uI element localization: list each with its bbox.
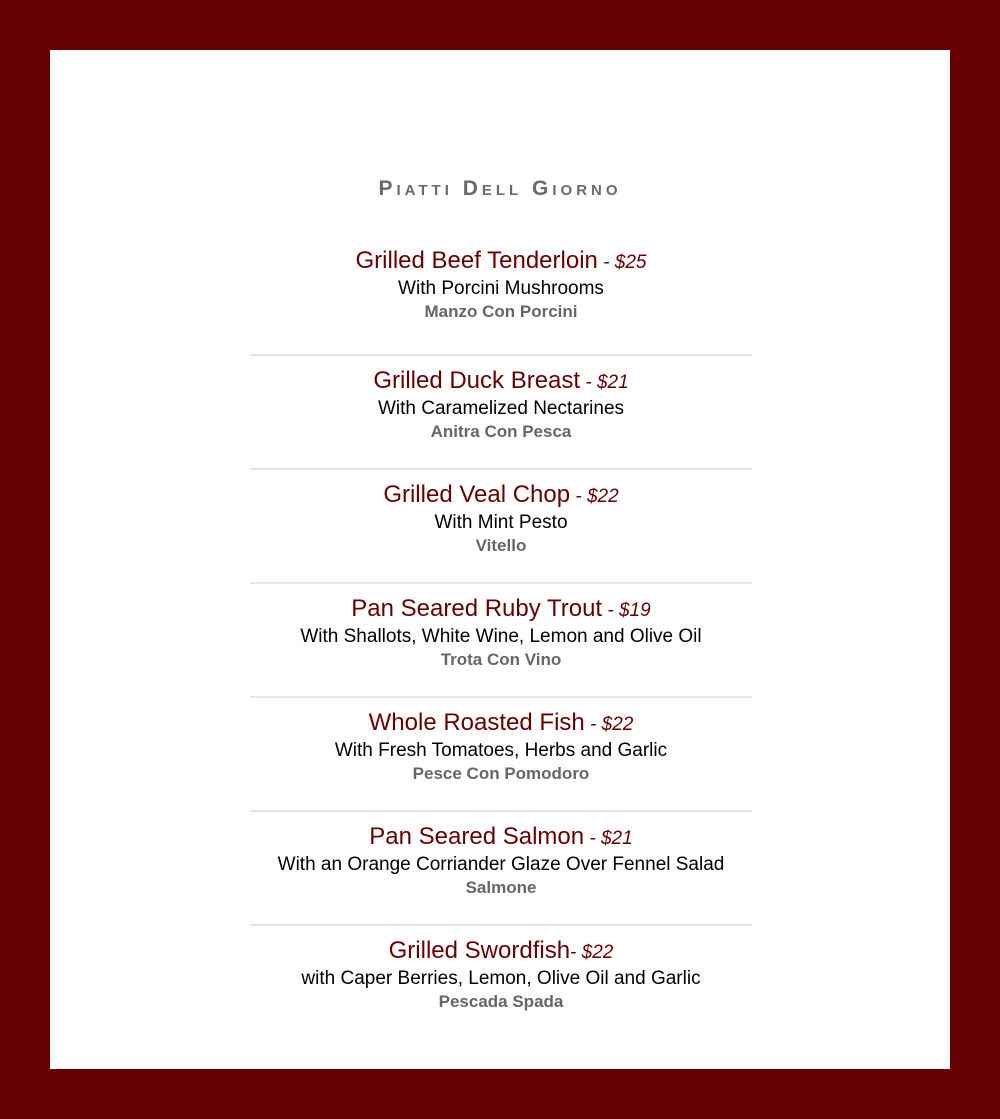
dish-price: - $21 [580, 372, 629, 393]
dish-name: Pan Seared Salmon [369, 823, 585, 850]
dish-italian-name: Salmone [465, 878, 537, 897]
dish-italian-name: Vitello [475, 536, 527, 555]
dish-description: With Porcini Mushrooms [398, 278, 604, 299]
dish-heading [250, 594, 752, 624]
dish-price: - $25 [597, 252, 647, 273]
dish-item [250, 468, 752, 582]
dish-description: With Caramelized Nectarines [377, 398, 625, 419]
dish-heading [250, 822, 752, 852]
dish-description: With Mint Pesto [434, 512, 568, 533]
dish-description: With Fresh Tomatoes, Herbs and Garlic [334, 740, 668, 761]
dish-price: - $19 [602, 600, 651, 621]
menu-title: Piatti Dell Giorno [378, 177, 622, 200]
dish-name: Pan Seared Ruby Trout [351, 595, 603, 622]
dish-italian-name: Anitra Con Pesca [430, 422, 572, 441]
dish-heading [250, 246, 752, 276]
dish-item [250, 240, 752, 354]
dish-heading [250, 936, 752, 966]
dish-name: Grilled Beef Tenderloin [355, 247, 598, 274]
dish-name: Grilled Veal Chop [383, 481, 571, 508]
dish-item [250, 696, 752, 810]
dish-list [250, 240, 752, 1038]
dish-italian-name: Pesce Con Pomodoro [412, 764, 590, 783]
dish-price: - $21 [584, 828, 633, 849]
dish-name: Grilled Swordfish [388, 937, 571, 964]
dish-heading [250, 480, 752, 510]
dish-item [250, 354, 752, 468]
dish-italian-name: Pescada Spada [438, 992, 564, 1011]
dish-name: Grilled Duck Breast [373, 367, 581, 394]
dish-description: With an Orange Corriander Glaze Over Fennel Salad [277, 854, 725, 875]
dish-item [250, 582, 752, 696]
dish-item [250, 924, 752, 1038]
dish-description: with Caper Berries, Lemon, Olive Oil and Garlic [301, 968, 701, 989]
dish-heading [250, 366, 752, 396]
dish-heading [250, 708, 752, 738]
menu-card [50, 50, 950, 1069]
dish-description: With Shallots, White Wine, Lemon and Olive Oil [300, 626, 702, 647]
dish-italian-name: Trota Con Vino [440, 650, 562, 669]
dish-price: - $22 [570, 486, 619, 507]
dish-price: - $22 [584, 714, 634, 735]
dish-price: - $22 [570, 942, 614, 963]
dish-italian-name: Manzo Con Porcini [424, 302, 578, 321]
dish-item [250, 810, 752, 924]
dish-name: Whole Roasted Fish [368, 709, 585, 736]
